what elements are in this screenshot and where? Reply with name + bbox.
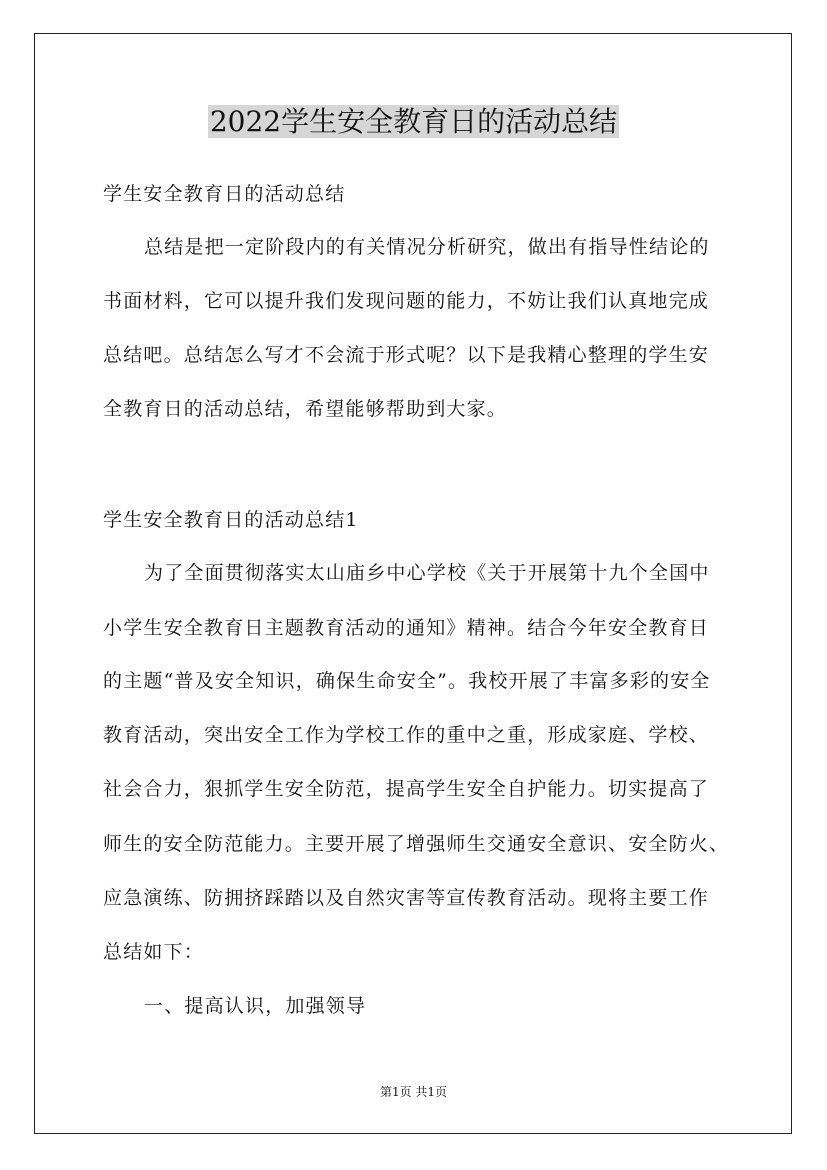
section-line: 总结如下： bbox=[103, 941, 205, 963]
intro-line: 总结吧。总结怎么写才不会流于形式呢？以下是我精心整理的学生安 bbox=[103, 344, 710, 366]
section-line: 为了全面贯彻落实太山庙乡中心学校《关于开展第十九个全国中 bbox=[144, 562, 710, 584]
intro-line: 总结是把一定阶段内的有关情况分析研究，做出有指导性结论的 bbox=[144, 236, 710, 258]
section-line: 社会合力，狠抓学生安全防范，提高学生安全自护能力。切实提高了 bbox=[103, 778, 710, 800]
section-line: 应急演练、防拥挤踩踏以及自然灾害等宣传教育活动。现将主要工作 bbox=[103, 887, 710, 909]
document-title-text: 2022学生安全教育日的活动总结 bbox=[209, 105, 618, 138]
document-subtitle: 学生安全教育日的活动总结 bbox=[103, 183, 346, 205]
intro-line: 书面材料，它可以提升我们发现问题的能力，不妨让我们认真地完成 bbox=[103, 290, 710, 312]
section-heading: 学生安全教育日的活动总结1 bbox=[103, 509, 359, 531]
section-line: 的主题“普及安全知识，确保生命安全”。我校开展了丰富多彩的安全 bbox=[103, 670, 711, 692]
point-heading: 一、提高认识，加强领导 bbox=[144, 995, 367, 1017]
page-footer: 第1页 共1页 bbox=[379, 1085, 448, 1099]
section-line: 教育活动，突出安全工作为学校工作的重中之重，形成家庭、学校、 bbox=[103, 724, 710, 746]
intro-line: 全教育日的活动总结，希望能够帮助到大家。 bbox=[103, 398, 508, 420]
section-line: 师生的安全防范能力。主要开展了增强师生交通安全意识、安全防火、 bbox=[103, 833, 730, 855]
section-line: 小学生安全教育日主题教育活动的通知》精神。结合今年安全教育日 bbox=[103, 617, 710, 639]
document-title bbox=[0, 100, 827, 144]
